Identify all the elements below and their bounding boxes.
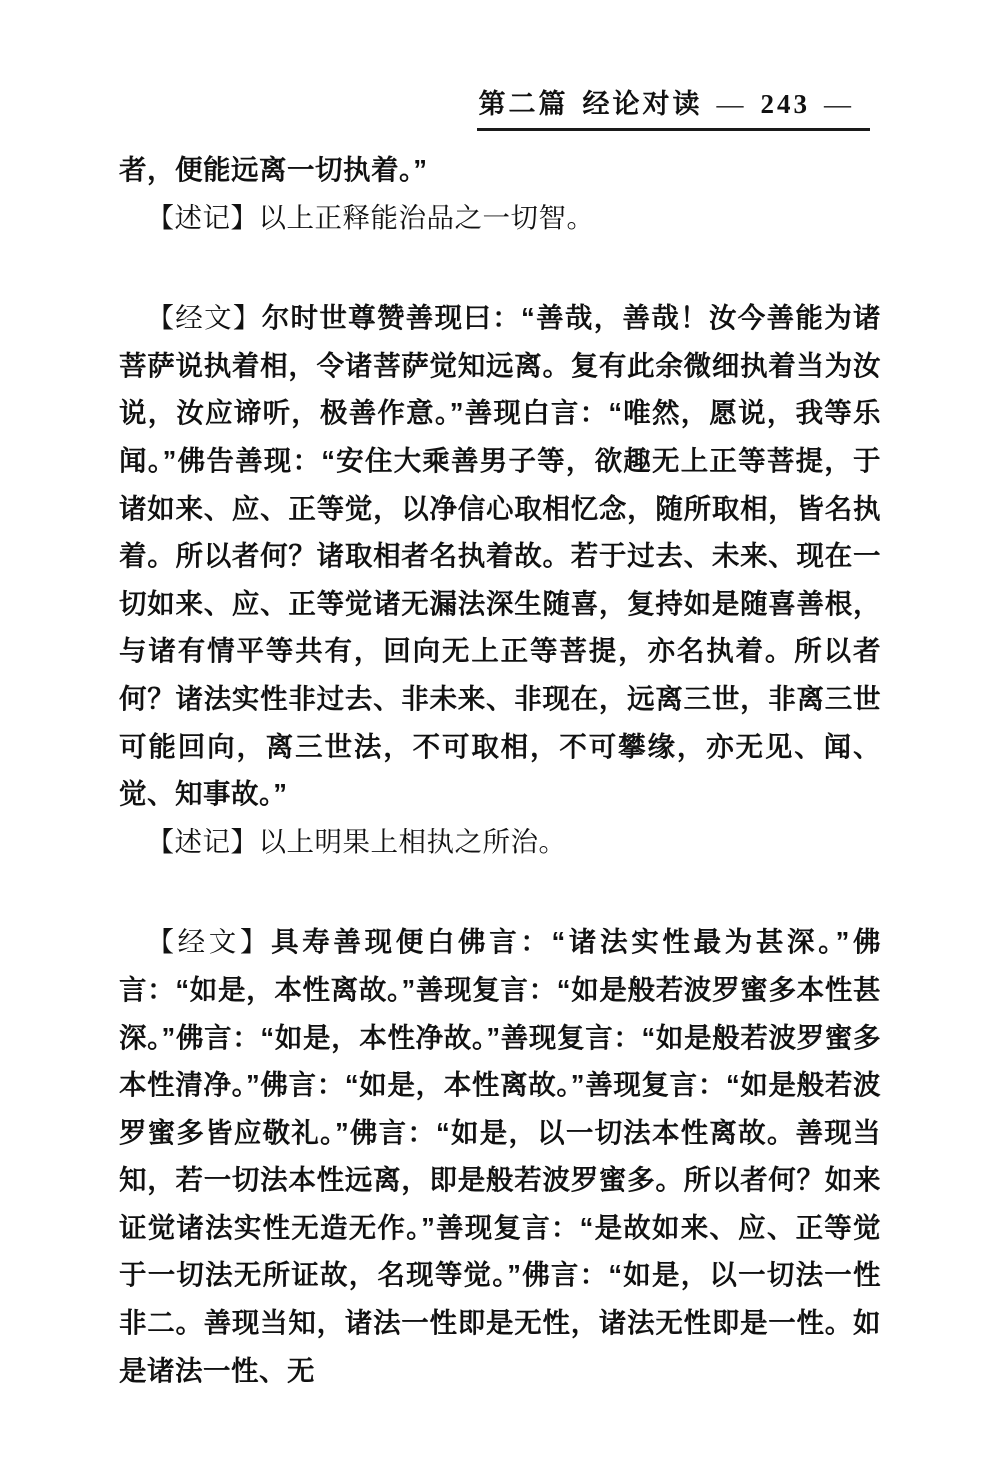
running-header-underline — [477, 82, 871, 131]
paragraph-text: 以上正释能治品之一切智。 — [258, 201, 595, 233]
paragraph-sutra-continuation — [119, 146, 881, 194]
paragraph-note-2 — [119, 818, 881, 866]
page-body — [119, 146, 881, 1394]
paragraph-sutra-2 — [119, 918, 881, 1394]
header-title: 经论对读 — [582, 89, 703, 119]
header-dash-right: — — [824, 89, 854, 119]
section-label-shuji: 【述记】 — [146, 201, 259, 233]
paragraph-sutra-1 — [119, 294, 881, 818]
header-page-number: 243 — [760, 89, 810, 119]
paragraph-text: 尔时世尊赞善现曰：“善哉，善哉！汝今善能为诸菩萨说执着相，令诸菩萨觉知远离。复有此余微细执着当为汝说，汝应谛听，极善作意。”善现白言：“唯然，愿说，我等乐闻。”佛告善现：“安住大乘善男子等，欲趣无上正等菩提，于诸如来、应、正等觉，以净信心取相忆念，随所取相，皆名执着。所以者何？诸取相者名执着故。若于过去、未来、现在一切如来、应、正等觉诸无漏法深生随喜，复持如是随喜善根，与诸有情平等共有，回向无上正等菩提，亦名执着。所以者何？诸法实性非过去、非未来、非现在，远离三世，非离三世可能回向，离三世法，不可取相，不可攀缘，亦无见、闻、觉、知事故。” — [119, 302, 882, 810]
paragraph-note-1 — [119, 194, 881, 242]
running-header — [477, 82, 871, 131]
paragraph-text: 以上明果上相执之所治。 — [258, 825, 567, 857]
paragraph-text: 具寿善现便白佛言：“诸法实性最为甚深。”佛言：“如是，本性离故。”善现复言：“如是般若波罗蜜多本性甚深。”佛言：“如是，本性净故。”善现复言：“如是般若波罗蜜多本性清净。”佛言：“如是，本性离故。”善现复言：“如是般若波罗蜜多皆应敬礼。”佛言：“如是，以一切法本性离故。善现当知，若一切法本性远离，即是般若波罗蜜多。所以者何？如来证觉诸法实性无造无作。”善现复言：“是故如来、应、正等觉于一切法无所证故，名现等觉。”佛言：“如是，以一切法一性非二。善现当知，诸法一性即是无性，诸法无性即是一性。如是诸法一性、无 — [119, 926, 881, 1386]
header-dash-left: — — [716, 89, 747, 119]
section-label-jingwen: 【经文】 — [146, 926, 272, 958]
section-label-shuji: 【述记】 — [146, 825, 259, 857]
header-section: 第二篇 — [478, 89, 569, 119]
section-label-jingwen: 【经文】 — [146, 302, 262, 334]
paragraph-text: 者，便能远离一切执着。” — [119, 154, 428, 185]
